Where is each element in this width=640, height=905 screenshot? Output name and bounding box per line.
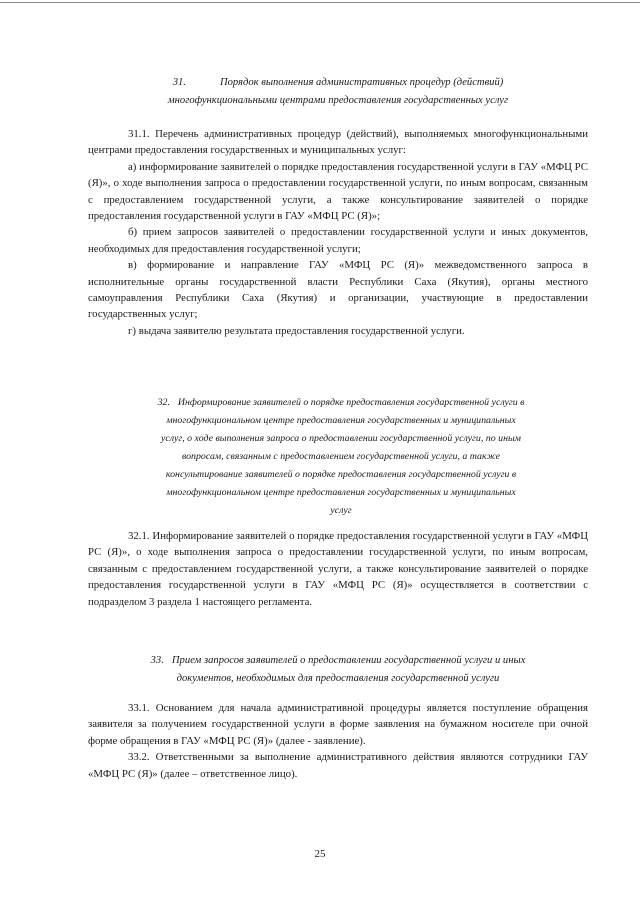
list-item-31-a: а) информирование заявителей о порядке предоставления государственной услуги в ГАУ «МФЦ РС (Я)», о ходе выполнения запроса о предоставлении государственной услуги, по иным вопросам, связанным с предоставлением государственной услуги, а также консультирование заявителей о порядке предоставления государственной услуги в ГАУ «МФЦ РС (Я)»; [88, 160, 588, 223]
section-32-body [88, 528, 588, 610]
list-item-31-d: г) выдача заявителю результата предоставления государственной услуги. [128, 324, 465, 337]
paragraph-33-2: 33.2. Ответственными за выполнение административного действия являются сотрудники ГАУ «МФЦ РС (Я)» (далее – ответственное лицо). [88, 751, 588, 780]
section-33-number: 33. [150, 655, 164, 666]
section-32-title-line-3: услуг, о ходе выполнения запроса о предоставлении государственной услуги, по иным [161, 433, 521, 444]
section-31-title-line-1: 31. Порядок выполнения административных процедур (действий) [172, 77, 504, 88]
section-33-title-line-1: 33. Прием запросов заявителей о предоставлении государственной услуги и иных [150, 655, 526, 666]
section-32-title-line-6: многофункциональном центре предоставления государственных и муниципальных [166, 487, 516, 498]
section-32-title-line-2: многофункциональном центре предоставления государственных и муниципальных [166, 415, 516, 426]
section-33-title-line-2: документов, необходимых для предоставления государственной услуги [176, 673, 500, 684]
section-32-heading [98, 394, 584, 520]
list-item-31-c: в) формирование и направление ГАУ «МФЦ РС (Я)» межведомственного запроса в исполнительные органы государственной власти Республики Саха (Якутия), органы местного самоуправления Республики Саха (Якутия) и организации, участвующие в предоставлении государственных услуг; [88, 259, 588, 321]
section-31-body [88, 126, 588, 339]
section-32-title-line-7: услуг [330, 505, 352, 516]
page-number: 25 [314, 848, 326, 860]
top-scan-rule [0, 2, 640, 3]
paragraph-31-1: 31.1. Перечень административных процедур (действий), выполняемых многофункциональными центрами предоставления государственных и муниципальных услуг: [88, 128, 588, 157]
paragraph-32-1: 32.1. Информирование заявителей о порядке предоставления государственной услуги в ГАУ «МФЦ РС (Я)», о ходе выполнения запроса о предоставлении государственной услуги, по иным вопросам, связанным с предоставлением государственной услуги, а также консультирование заявителей о порядке предоставления государственной услуги в ГАУ «МФЦ РС (Я)» осуществляется в соответствии с подразделом 3 раздела 1 настоящего регламента. [88, 530, 588, 608]
section-33-heading [108, 652, 568, 688]
section-32-title-line-5: консультирование заявителей о порядке предоставления государственной услуги в [165, 469, 517, 480]
section-32-number: 32. [157, 397, 170, 408]
document-page [88, 60, 588, 780]
section-31-heading [88, 74, 588, 110]
section-32-title-line-1: 32. Информирование заявителей о порядке предоставления государственной услуги в [157, 397, 525, 408]
section-31-title-line-2: многофункциональными центрами предоставления государственных услуг [167, 95, 509, 106]
section-31-number: 31. [172, 77, 186, 88]
list-item-31-b: б) прием запросов заявителей о предоставлении государственной услуги и иных документов, необходимых для предоставления государственной услуги; [88, 226, 588, 255]
section-33-body [88, 700, 588, 782]
section-32-title-line-4: вопросам, связанным с предоставлением государственной услуги, а также [181, 451, 501, 462]
paragraph-33-1: 33.1. Основанием для начала административной процедуры является поступление обращения заявителя за получением государственной услуги в форме заявления на бумажном носителе при очной форме обращения в ГАУ «МФЦ РС (Я)» (далее - заявление). [88, 702, 588, 747]
